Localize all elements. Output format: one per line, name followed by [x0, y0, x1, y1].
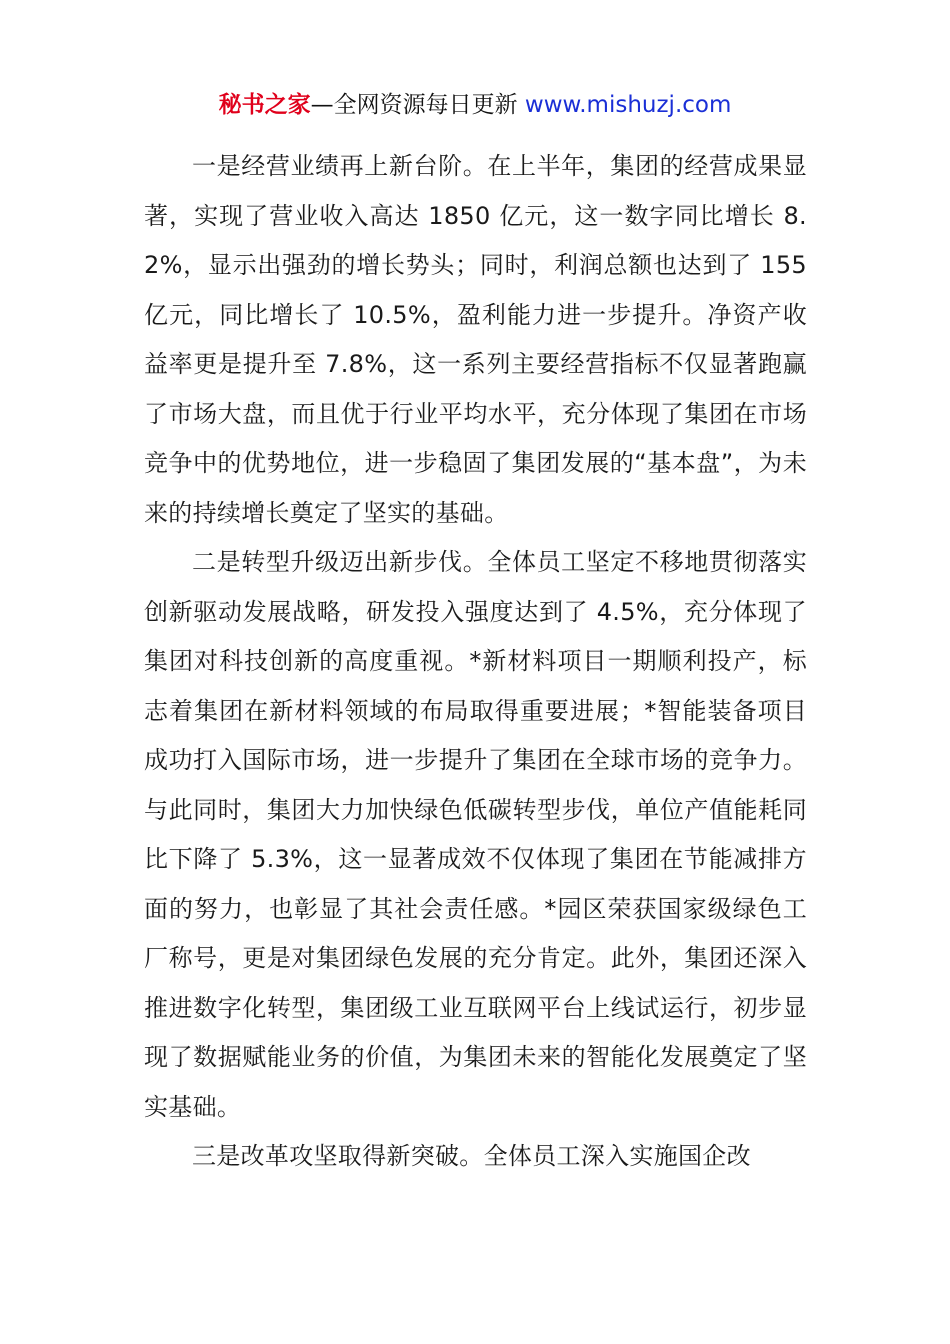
paragraph-reform-breakthrough: 三是改革攻坚取得新突破。全体员工深入实施国企改 — [192, 1142, 751, 1170]
document-body — [144, 142, 807, 1182]
page-header — [0, 88, 950, 122]
site-url-link[interactable]: www.mishuzj.com — [524, 92, 732, 118]
brand-name: 秘书之家 — [218, 92, 311, 118]
header-tagline: —全网资源每日更新 — [310, 92, 525, 118]
paragraph-business-performance: 一是经营业绩再上新台阶。在上半年，集团的经营成果显著，实现了营业收入高达 1850 亿元，这一数字同比增长 8.2%，显示出强劲的增长势头；同时，利润总额也达到了 155 亿元，同比增长了 10.5%，盈利能力进一步提升。净资产收益率更是提升至 7.8%，这一系列主要经营指标不仅显著跑赢了市场大盘，而且优于行业平均水平，充分体现了集团在市场竞争中的优势地位，进一步稳固了集团发展的“基本盘”，为未来的持续增长奠定了坚实的基础。 — [144, 152, 807, 527]
paragraph-transformation-upgrade: 二是转型升级迈出新步伐。全体员工坚定不移地贯彻落实创新驱动发展战略，研发投入强度达到了 4.5%，充分体现了集团对科技创新的高度重视。*新材料项目一期顺利投产，标志着集团在新材料领域的布局取得重要进展；*智能装备项目成功打入国际市场，进一步提升了集团在全球市场的竞争力。与此同时，集团大力加快绿色低碳转型步伐，单位产值能耗同比下降了 5.3%，这一显著成效不仅体现了集团在节能减排方面的努力，也彰显了其社会责任感。*园区荣获国家级绿色工厂称号，更是对集团绿色发展的充分肯定。此外，集团还深入推进数字化转型，集团级工业互联网平台上线试运行，初步显现了数据赋能业务的价值，为集团未来的智能化发展奠定了坚实基础。 — [144, 548, 807, 1121]
